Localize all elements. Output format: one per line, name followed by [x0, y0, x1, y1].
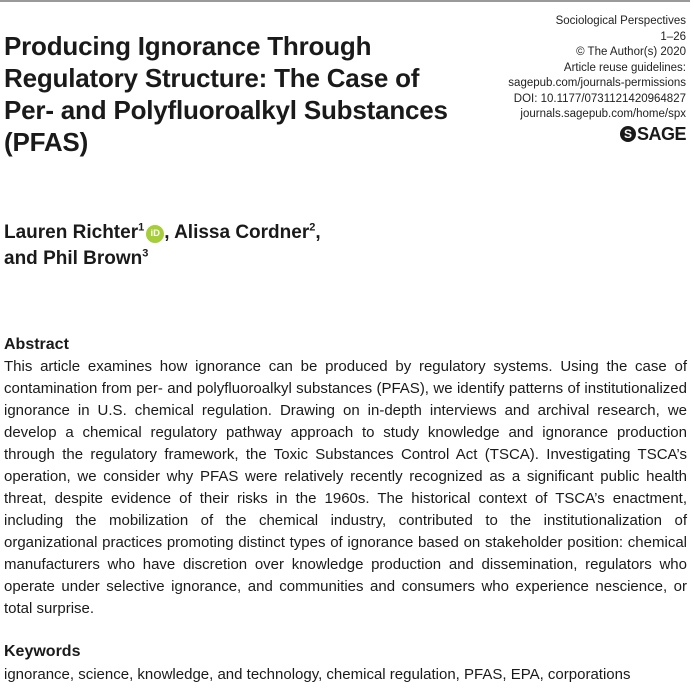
reuse-label: Article reuse guidelines:: [563, 61, 686, 74]
sage-logo: [620, 125, 686, 143]
reuse-link[interactable]: sagepub.com/journals-permissions: [508, 77, 686, 89]
journal-meta: [426, 14, 686, 143]
author-affiliation: 1: [138, 221, 145, 234]
abstract-heading: Abstract: [4, 336, 69, 353]
journal-link[interactable]: journals.sagepub.com/home/spx: [520, 108, 686, 120]
keywords-heading: Keywords: [4, 643, 81, 660]
author-affiliation: 3: [142, 247, 149, 260]
doi[interactable]: DOI: 10.1177/0731121420964827: [513, 92, 686, 105]
author-separator: ,: [315, 222, 321, 243]
author-name: Alissa Cordner: [174, 222, 310, 243]
copyright: © The Author(s) 2020: [576, 46, 686, 58]
author-name: Phil Brown: [43, 248, 143, 269]
orcid-icon[interactable]: iD: [146, 225, 164, 243]
publisher-name: SAGE: [636, 123, 686, 144]
keywords-text: ignorance, science, knowledge, and technology, chemical regulation, PFAS, EPA, corporations: [4, 666, 631, 683]
page-range: 1–26: [660, 30, 686, 43]
author-separator: ,: [164, 222, 175, 243]
abstract-text: This article examines how ignorance can be produced by regulatory systems. Using the case of contamination from per- and polyfluoroalkyl substances (PFAS), we identify patterns of institutionalized ignorance in U.S. chemical regulation. Drawing on in-depth interviews and archival research, we develop a chemical regulatory pathway approach to study knowledge and ignorance production through the regulatory framework, the Toxic Substances Control Act (TSCA). Investigating TSCA’s operation, we consider why PFAS were relatively recently recognized as a significant public health threat, despite evidence of their risks in the 1960s. The historical context of TSCA’s enactment, including the mobilization of the chemical industry, contributed to the institutionalization of organizational practices promoting distinct types of ignorance based on stakeholder position: chemical manufacturers who have discretion over knowledge production and dissemination, regulators who operate under selective ignorance, and communities and consumers who experience nescience, or total surprise.: [4, 358, 687, 617]
author-conjunction: and: [4, 248, 44, 269]
author-list: [4, 220, 454, 272]
article-title: Producing Ignorance Through Regulatory Structure: The Case of Per- and Polyfluoroalkyl Substances (PFAS): [4, 31, 448, 157]
top-rule: [0, 0, 690, 2]
sage-logo-icon: S: [620, 126, 636, 142]
author-name: Lauren Richter: [4, 222, 139, 243]
author-affiliation: 2: [309, 221, 316, 234]
journal-name: Sociological Perspectives: [555, 15, 686, 27]
